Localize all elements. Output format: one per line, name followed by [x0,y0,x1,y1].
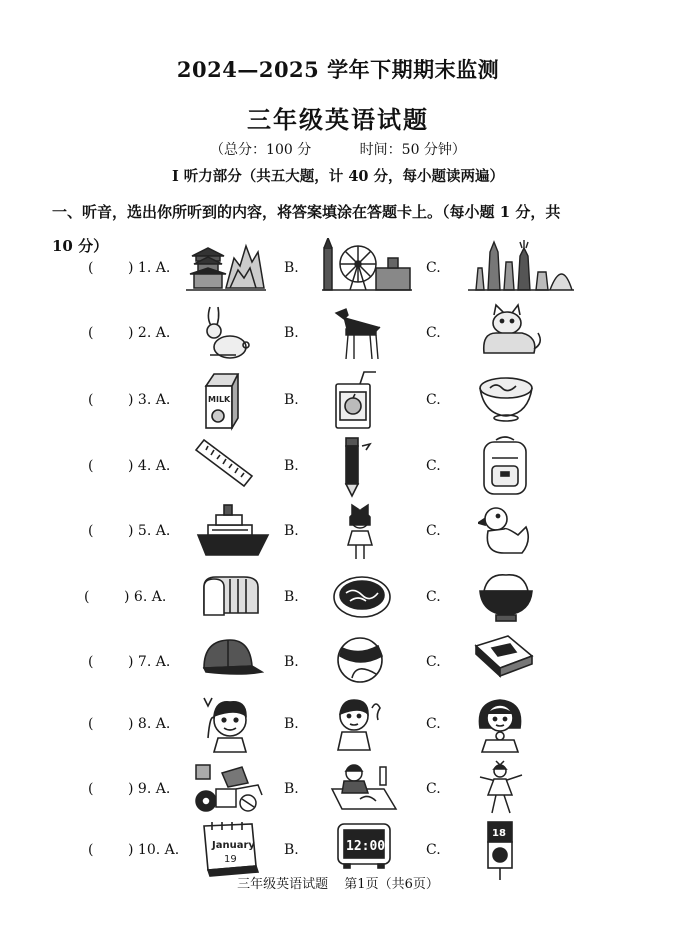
answer-paren: ( [88,458,94,474]
question-1 [0,238,676,302]
ship-icon[interactable] [196,501,276,563]
option-c-label: C. [426,654,441,670]
option-c-label: C. [426,260,441,276]
schoolbag-icon[interactable] [478,436,558,498]
option-c-label: C. [426,392,441,408]
answer-paren: ( [88,842,94,858]
option-b-label: B. [284,523,299,539]
question-5 [0,501,676,565]
question-number: ) 1. A. [128,260,171,276]
duck-icon[interactable] [478,501,558,563]
option-b-label: B. [284,842,299,858]
option-b-label: B. [284,260,299,276]
question-number: ) 8. A. [128,716,171,732]
beijing-landmarks-icon[interactable] [186,238,266,300]
instruction-line-1: 一、听音，选出你所听到的内容，将答案填涂在答题卡上。（每小题 1 分，共 [52,203,561,221]
clock-display: 12:00 [346,839,386,854]
cat-icon[interactable] [474,303,554,365]
exam-time: 时间：50 分钟） [359,142,466,158]
answer-paren: ( [84,589,90,605]
option-c-label: C. [426,325,441,341]
question-2 [0,303,676,367]
question-number: ) 3. A. [128,392,171,408]
page-footer [0,873,676,892]
girl-icon[interactable] [474,694,554,756]
question-number: ) 2. A. [128,325,171,341]
juice-box-icon[interactable] [330,370,410,432]
boy-thinking-icon[interactable] [332,694,412,756]
option-c-label: C. [426,716,441,732]
question-6 [0,567,676,631]
question-number: ) 4. A. [128,458,171,474]
boy-drawing-icon[interactable] [330,759,410,821]
option-b-label: B. [284,325,299,341]
pencil-icon[interactable] [336,436,416,498]
total-score: （总分：100 分 [210,142,312,158]
question-number: ) 5. A. [128,523,171,539]
london-landmarks-icon[interactable] [322,238,402,300]
question-number: ) 9. A. [128,781,171,797]
boy-waving-icon[interactable] [200,694,280,756]
section-heading: I 听力部分（共五大题，计 40 分，每小题读两遍） [171,168,505,185]
book-icon[interactable] [472,632,552,694]
cap-icon[interactable] [200,632,280,694]
option-c-label: C. [426,523,441,539]
calendar-month: January [212,840,255,851]
question-9 [0,759,676,823]
instruction-line-2: 10 分） [52,237,109,255]
answer-paren: ( [88,523,94,539]
exam-subtitle: 三年级英语试题 [247,105,429,134]
answer-paren: ( [88,654,94,670]
exam-meta [0,139,676,159]
option-c-label: C. [426,781,441,797]
traffic-light-number: 18 [492,828,506,839]
question-3 [0,370,676,434]
option-c-label: C. [426,589,441,605]
answer-paren: ( [88,716,94,732]
rice-bowl-icon[interactable] [476,567,556,629]
question-8 [0,694,676,758]
answer-paren: ( [88,260,94,276]
option-b-label: B. [284,392,299,408]
answer-paren: ( [88,325,94,341]
new-york-landmarks-icon[interactable] [466,238,576,300]
girl-dancing-icon[interactable] [478,759,558,821]
footer-title: 三年级英语试题 [237,877,329,892]
question-number: ) 10. A. [128,842,180,858]
rabbit-icon[interactable] [196,303,276,365]
question-number: ) 6. A. [124,589,167,605]
bowl-of-soup-icon[interactable] [476,370,556,432]
page-number: 第1页（共6页） [344,877,439,892]
option-b-label: B. [284,781,299,797]
doll-icon[interactable] [340,501,420,563]
answer-paren: ( [88,781,94,797]
exam-title: 2024—2025 学年下期期末监测 [176,57,500,82]
answer-paren: ( [88,392,94,408]
milk-label: MILK [208,395,231,404]
calendar-day: 19 [224,854,237,865]
milk-carton-icon[interactable] [198,370,278,432]
option-c-label: C. [426,458,441,474]
question-4 [0,436,676,500]
noodles-icon[interactable] [332,567,412,629]
bread-icon[interactable] [200,567,280,629]
option-c-label: C. [426,842,441,858]
ruler-icon[interactable] [192,436,272,498]
toys-pile-icon[interactable] [192,759,272,821]
question-number: ) 7. A. [128,654,171,670]
option-b-label: B. [284,654,299,670]
option-b-label: B. [284,716,299,732]
option-b-label: B. [284,458,299,474]
question-7 [0,632,676,696]
ball-icon[interactable] [336,632,416,694]
option-b-label: B. [284,589,299,605]
dog-icon[interactable] [330,303,410,365]
